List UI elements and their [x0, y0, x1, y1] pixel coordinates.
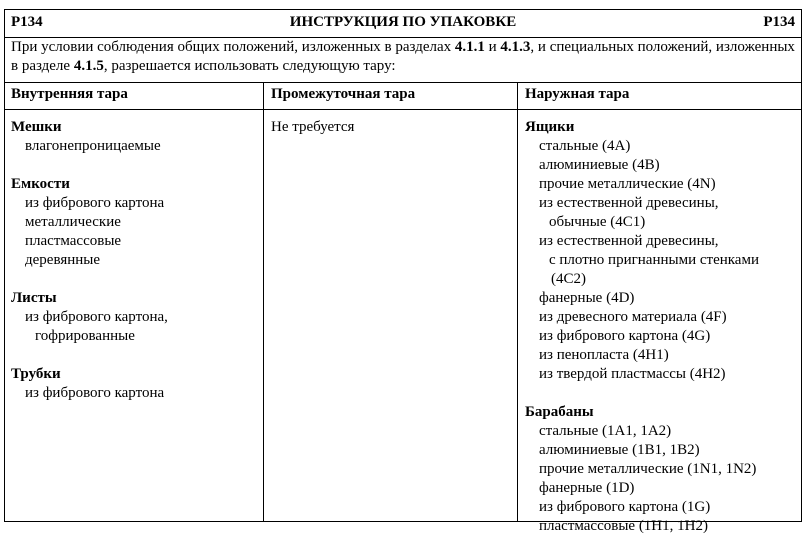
packing-instruction-table — [4, 9, 802, 534]
list-item: прочие металлические (4N) — [539, 176, 716, 192]
group-title: Трубки — [11, 366, 61, 382]
group-title: Мешки — [11, 119, 62, 135]
outer-packaging-column — [525, 118, 797, 536]
instruction-code-right: P134 — [763, 14, 795, 30]
section-ref-4-1-3: 4.1.3 — [500, 39, 531, 55]
list-item: (4C2) — [551, 271, 586, 287]
inner-packaging-column — [11, 118, 259, 403]
list-item: пластмассовые (1H1, 1H2) — [539, 518, 708, 534]
intro-text-4: , разрешается использовать следующую тару: — [103, 58, 396, 74]
column-divider — [517, 82, 518, 521]
column-header-inner: Внутренняя тара — [11, 86, 128, 102]
list-item: деревянные — [25, 252, 101, 268]
header-row — [5, 10, 801, 38]
group-title: Ящики — [525, 119, 575, 135]
list-item: пластмассовые — [25, 233, 122, 249]
intermediate-packaging-column — [271, 118, 511, 137]
list-item: фанерные (1D) — [539, 480, 635, 496]
divider-line — [5, 109, 801, 110]
intro-text-3: , и специальных положений, изложенных в разделе — [11, 39, 795, 74]
list-item: прочие металлические (1N1, 1N2) — [539, 461, 757, 477]
list-item: из естественной древесины, — [539, 233, 719, 249]
list-item: из фибрового картона (1G) — [539, 499, 711, 515]
list-item: алюминиевые (1B1, 1B2) — [539, 442, 700, 458]
list-item: с плотно пригнанными стенками — [549, 252, 759, 268]
instruction-title: ИНСТРУКЦИЯ ПО УПАКОВКЕ — [289, 14, 517, 30]
list-item: из фибрового картона — [25, 195, 165, 211]
list-item: обычные (4C1) — [549, 214, 646, 230]
column-header-intermediate: Промежуточная тара — [271, 86, 416, 102]
list-item: из древесного материала (4F) — [539, 309, 727, 325]
list-item: из естественной древесины, — [539, 195, 719, 211]
list-item: фанерные (4D) — [539, 290, 635, 306]
list-item: металлические — [25, 214, 121, 230]
list-item: из фибрового картона (4G) — [539, 328, 711, 344]
section-ref-4-1-5: 4.1.5 — [73, 58, 104, 74]
intro-text-1: При условии соблюдения общих положений, изложенных в разделах — [11, 39, 455, 55]
list-item: стальные (4A) — [539, 138, 631, 154]
group-title: Листы — [11, 290, 57, 306]
list-item: алюминиевые (4B) — [539, 157, 660, 173]
intro-text-2: и — [484, 39, 501, 55]
list-item: из фибрового картона — [25, 385, 165, 401]
not-required-text: Не требуется — [271, 119, 355, 135]
list-item: влагонепроницаемые — [25, 138, 161, 154]
column-header-outer: Наружная тара — [525, 86, 630, 102]
group-title: Емкости — [11, 176, 70, 192]
intro-paragraph — [11, 38, 797, 76]
divider-line — [5, 82, 801, 83]
list-item: из твердой пластмассы (4H2) — [539, 366, 726, 382]
group-title: Барабаны — [525, 404, 594, 420]
list-item: из пенопласта (4H1) — [539, 347, 669, 363]
column-divider — [263, 82, 264, 521]
instruction-code-left: P134 — [11, 14, 43, 30]
list-item: гофрированные — [35, 328, 135, 344]
list-item: стальные (1A1, 1A2) — [539, 423, 672, 439]
section-ref-4-1-1: 4.1.1 — [454, 39, 485, 55]
list-item: из фибрового картона, — [25, 309, 168, 325]
